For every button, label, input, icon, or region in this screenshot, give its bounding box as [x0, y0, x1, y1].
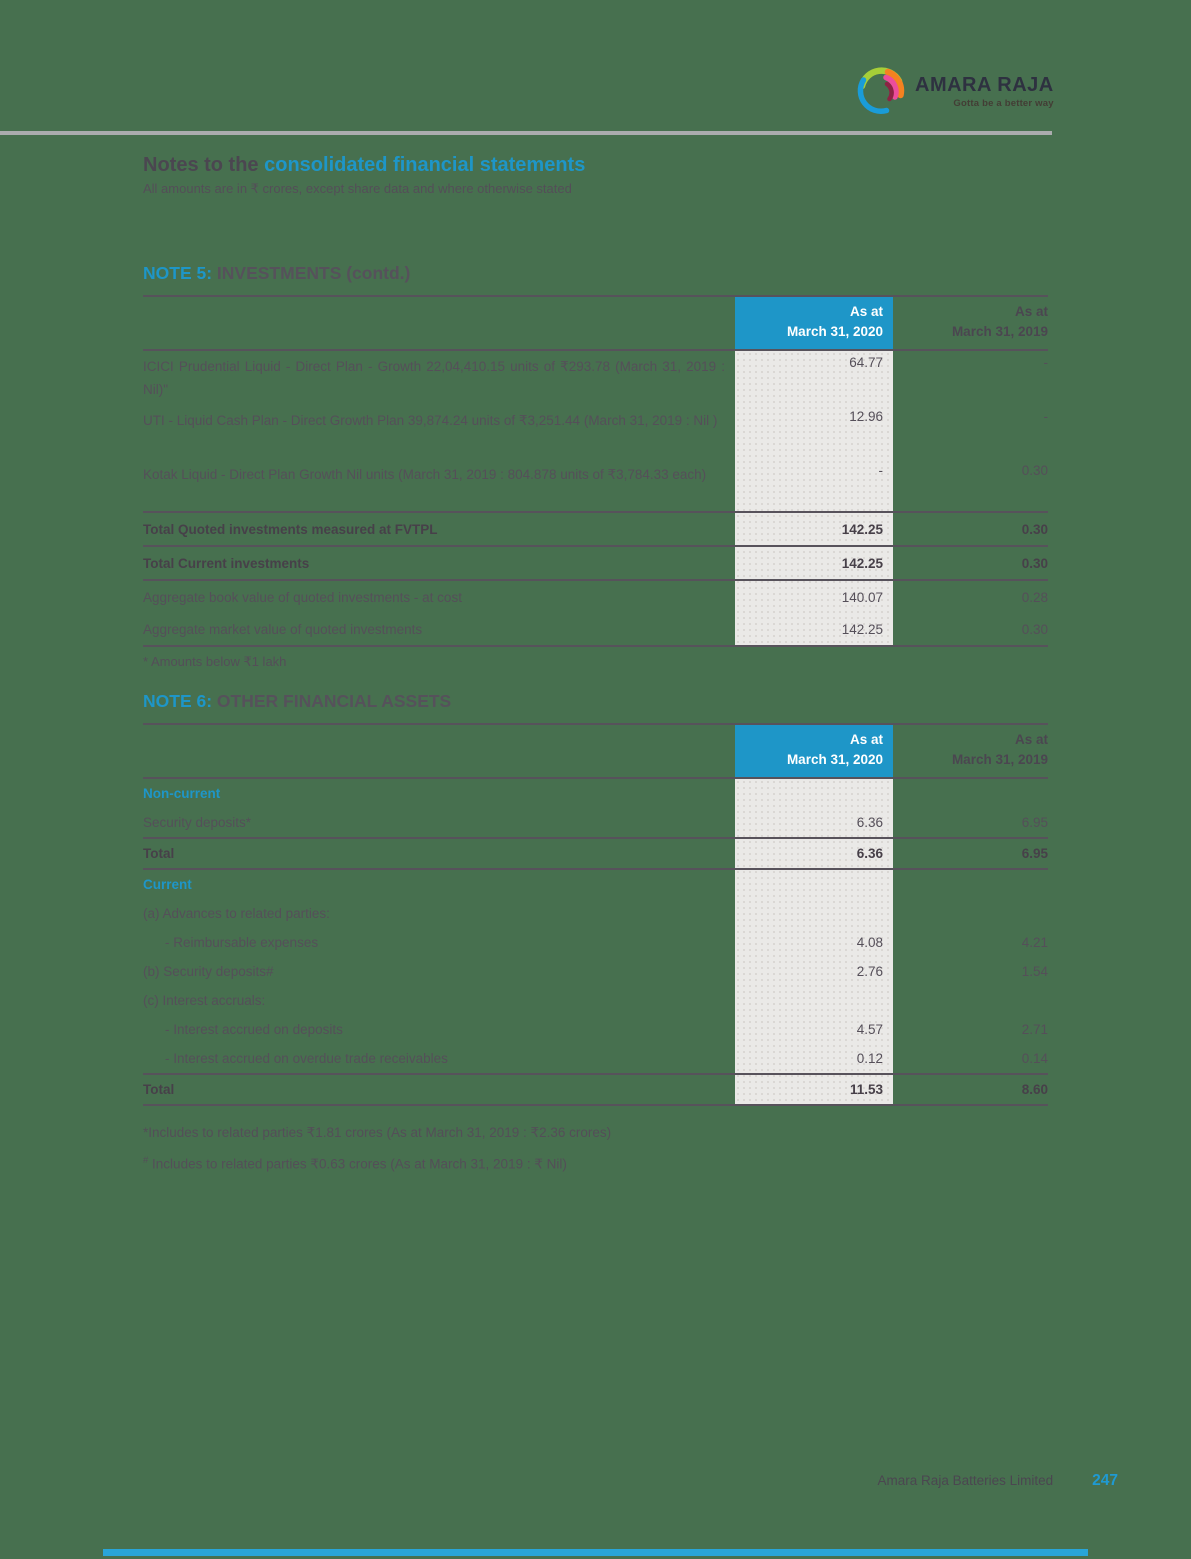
brand-tagline: Gotta be a better way: [953, 97, 1054, 109]
column-header-2019: As at March 31, 2019: [951, 304, 1048, 339]
row-label: Kotak Liquid - Direct Plan Growth Nil units (March 31, 2019 : 804.878 units of ₹3,784.33 each): [143, 467, 707, 482]
row-label: Total: [143, 846, 175, 861]
value-2020: 142.25: [841, 521, 883, 537]
table-row: [143, 1015, 1048, 1044]
table-row: [143, 986, 1048, 1015]
value-2019: 4.21: [1021, 935, 1048, 950]
table-row: [143, 1044, 1048, 1075]
table-row: [143, 779, 1048, 808]
note6-footnotes: [143, 1119, 1048, 1179]
value-2019: 0.30: [1021, 621, 1048, 637]
value-2020: 142.25: [841, 621, 883, 637]
column-header-2020: As at March 31, 2020: [786, 732, 883, 767]
note6-table: [143, 723, 1048, 1106]
value-2020: 12.96: [849, 409, 883, 424]
value-2020: 142.25: [841, 555, 883, 571]
value-2019: 0.30: [1021, 521, 1048, 537]
value-2020: 11.53: [849, 1082, 883, 1097]
value-2019: 8.60: [1021, 1082, 1048, 1097]
value-2019: 0.28: [1021, 589, 1048, 605]
value-2019: 0.14: [1021, 1051, 1048, 1066]
note5-table: [143, 295, 1048, 647]
note6-table-header-row: [143, 723, 1048, 779]
row-label: (b) Security deposits#: [143, 964, 274, 979]
row-label: Non-current: [143, 786, 221, 801]
note5-footnote: * Amounts below ₹1 lakh: [143, 654, 287, 669]
table-row: [143, 351, 1048, 405]
table-row: [143, 928, 1048, 957]
footnote-line: [143, 1147, 1048, 1179]
value-2019: 6.95: [1021, 846, 1048, 861]
table-row: [143, 899, 1048, 928]
value-2020: 2.76: [856, 964, 883, 979]
value-2020: 4.08: [856, 935, 883, 950]
page-title-highlight: consolidated financial statements: [264, 154, 586, 176]
row-label: Aggregate market value of quoted investments: [143, 621, 423, 637]
note6-heading-number: NOTE 6:: [143, 691, 217, 711]
footer-accent-bar: [103, 1549, 1088, 1556]
page-footer: [0, 1472, 1118, 1490]
value-2020: 6.36: [856, 815, 883, 830]
row-label: ICICI Prudential Liquid - Direct Plan - Growth 22,04,410.15 units of ₹293.78 (March 31, 2019 : Nil)": [143, 359, 725, 397]
note5-heading-number: NOTE 5:: [143, 263, 217, 283]
note5-heading-text: INVESTMENTS (contd.): [216, 263, 411, 283]
value-2020: 4.57: [856, 1022, 883, 1037]
value-2020: 0.12: [856, 1051, 883, 1066]
table-row: [143, 581, 1048, 613]
value-2020: 140.07: [841, 589, 883, 605]
footnote-line: [143, 1119, 1048, 1147]
row-label: (a) Advances to related parties:: [143, 906, 330, 921]
row-label: UTI - Liquid Cash Plan - Direct Growth Plan 39,874.24 units of ₹3,251.44 (March 31, 2019 : Nil ): [143, 413, 718, 428]
note6-heading: [143, 689, 1048, 713]
row-label: Total: [143, 1082, 175, 1097]
page-title: [143, 153, 1048, 178]
note6-table-body: [143, 779, 1048, 1104]
row-label: - Interest accrued on overdue trade receivables: [165, 1051, 448, 1066]
table-row: [143, 613, 1048, 645]
value-2019: 0.30: [1021, 555, 1048, 571]
table-row: [143, 957, 1048, 986]
footer-page-number: 247: [1092, 1472, 1118, 1489]
table-row: [143, 808, 1048, 839]
column-header-2020: As at March 31, 2020: [786, 304, 883, 339]
note5-table-header-row: [143, 295, 1048, 351]
value-2019: 1.54: [1021, 964, 1048, 979]
brand-name: AMARA RAJA: [915, 73, 1054, 96]
footnote-text: Includes to related parties ₹0.63 crores (As at March 31, 2019 : ₹ Nil): [148, 1156, 567, 1172]
row-label: Total Quoted investments measured at FVTPL: [143, 521, 438, 537]
table-row: [143, 459, 1048, 513]
note6-heading-text: OTHER FINANCIAL ASSETS: [216, 691, 452, 711]
value-2019: -: [1043, 409, 1048, 424]
table-row: [143, 547, 1048, 581]
footnote-text: Includes to related parties ₹1.81 crores (As at March 31, 2019 : ₹2.36 crores): [148, 1125, 612, 1140]
row-label: Aggregate book value of quoted investments - at cost: [143, 589, 462, 605]
row-label: Total Current investments: [143, 555, 310, 571]
row-label: - Reimbursable expenses: [165, 935, 319, 950]
column-header-2019: As at March 31, 2019: [951, 732, 1048, 767]
page-title-prefix: Notes to the: [143, 154, 265, 176]
value-2019: 2.71: [1021, 1022, 1048, 1037]
footer-company-name: Amara Raja Batteries Limited: [877, 1473, 1054, 1488]
row-label: (c) Interest accruals:: [143, 993, 266, 1008]
value-2020: 64.77: [849, 355, 883, 370]
value-2020: -: [878, 463, 883, 478]
value-2019: 0.30: [1021, 463, 1048, 478]
table-row: [143, 870, 1048, 899]
note5-heading: [143, 261, 1048, 285]
table-row: [143, 839, 1048, 870]
row-label: Current: [143, 877, 192, 892]
value-2019: -: [1043, 355, 1048, 370]
page-subtitle: All amounts are in ₹ crores, except share data and where otherwise stated: [143, 181, 572, 196]
note5-table-body: [143, 351, 1048, 645]
page-content: [143, 0, 1048, 1179]
footnote-marker: #: [143, 1155, 149, 1166]
footnote-marker: *: [143, 1125, 149, 1140]
table-row: [143, 405, 1048, 459]
table-row: [143, 1075, 1048, 1104]
table-row: [143, 513, 1048, 547]
row-label: - Interest accrued on deposits: [165, 1022, 343, 1037]
value-2019: 6.95: [1021, 815, 1048, 830]
row-label: Security deposits*: [143, 815, 252, 830]
value-2020: 6.36: [856, 846, 883, 861]
